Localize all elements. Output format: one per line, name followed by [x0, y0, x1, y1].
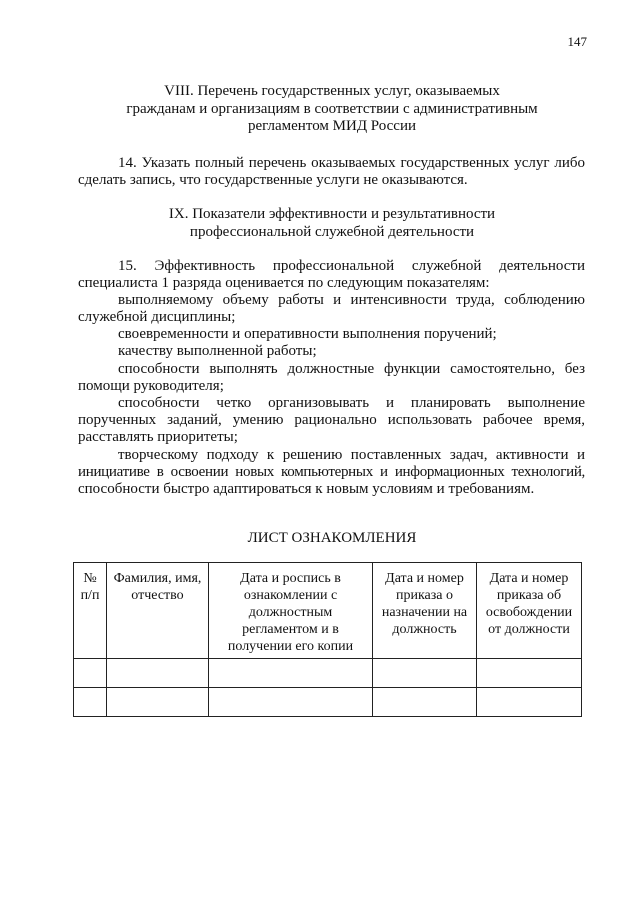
paragraph-15-line: способности быстро адаптироваться к новым условиям и требованиям.	[78, 481, 535, 497]
table-row	[74, 659, 582, 688]
table-row	[74, 688, 582, 717]
table-cell	[74, 688, 107, 717]
paragraph-14-line: 14. Указать полный перечень оказываемых государственных услуг либо	[118, 155, 585, 171]
page-number: 147	[567, 34, 587, 49]
paragraph-15-line: специалиста 1 разряда оценивается по следующим показателям:	[78, 275, 490, 291]
section-8-heading	[78, 83, 586, 136]
header-number: № п/п	[74, 563, 107, 659]
paragraph-15-line: творческому подходу к решению поставленных задач, активности и	[118, 447, 585, 463]
paragraph-15-line: порученных заданий, умению рационально использовать рабочее время,	[78, 412, 585, 428]
table-cell	[107, 688, 209, 717]
heading-line: VIII. Перечень государственных услуг, оказываемых	[164, 83, 500, 99]
paragraph-15-line: расставлять приоритеты;	[78, 429, 238, 445]
header-appointment-order: Дата и номер приказа о назначении на должность	[373, 563, 477, 659]
paragraph-15-line: 15. Эффективность профессиональной служебной деятельности	[118, 258, 585, 274]
table-cell	[373, 659, 477, 688]
paragraph-15-line: помощи руководителя;	[78, 378, 224, 394]
paragraph-15-line: инициативе в освоении новых компьютерных и информационных технологий,	[78, 464, 585, 480]
heading-line: IX. Показатели эффективности и результативности	[168, 206, 496, 222]
table-cell	[107, 659, 209, 688]
acknowledgement-table	[73, 562, 582, 717]
table-cell	[477, 659, 582, 688]
table-cell	[209, 688, 373, 717]
table-cell	[373, 688, 477, 717]
paragraph-14-line: сделать запись, что государственные услуги не оказываются.	[78, 172, 468, 188]
paragraph-15-line: выполняемому объему работы и интенсивности труда, соблюдению	[118, 292, 585, 308]
heading-line: профессиональной служебной деятельности	[189, 223, 475, 240]
table-header-row	[74, 563, 582, 659]
section-9-heading	[78, 206, 586, 241]
paragraph-15-line: способности четко организовывать и планировать выполнение	[118, 395, 585, 411]
table-cell	[74, 659, 107, 688]
header-full-name: Фамилия, имя, отчество	[107, 563, 209, 659]
heading-line: гражданам и организациям в соответствии с административным	[126, 100, 538, 117]
paragraph-15-line: качеству выполненной работы;	[118, 343, 317, 359]
paragraph-15-line: служебной дисциплины;	[78, 309, 236, 325]
table-cell	[477, 688, 582, 717]
table-cell	[209, 659, 373, 688]
paragraph-15-line: способности выполнять должностные функции самостоятельно, без	[118, 361, 585, 377]
header-date-signature: Дата и роспись в ознакомлении с должностным регламентом и в получении его копии	[209, 563, 373, 659]
header-dismissal-order: Дата и номер приказа об освобождении от должности	[477, 563, 582, 659]
acknowledgement-sheet-title: ЛИСТ ОЗНАКОМЛЕНИЯ	[247, 530, 417, 546]
paragraph-15-line: своевременности и оперативности выполнения поручений;	[118, 326, 497, 342]
heading-line: регламентом МИД России	[247, 118, 417, 134]
